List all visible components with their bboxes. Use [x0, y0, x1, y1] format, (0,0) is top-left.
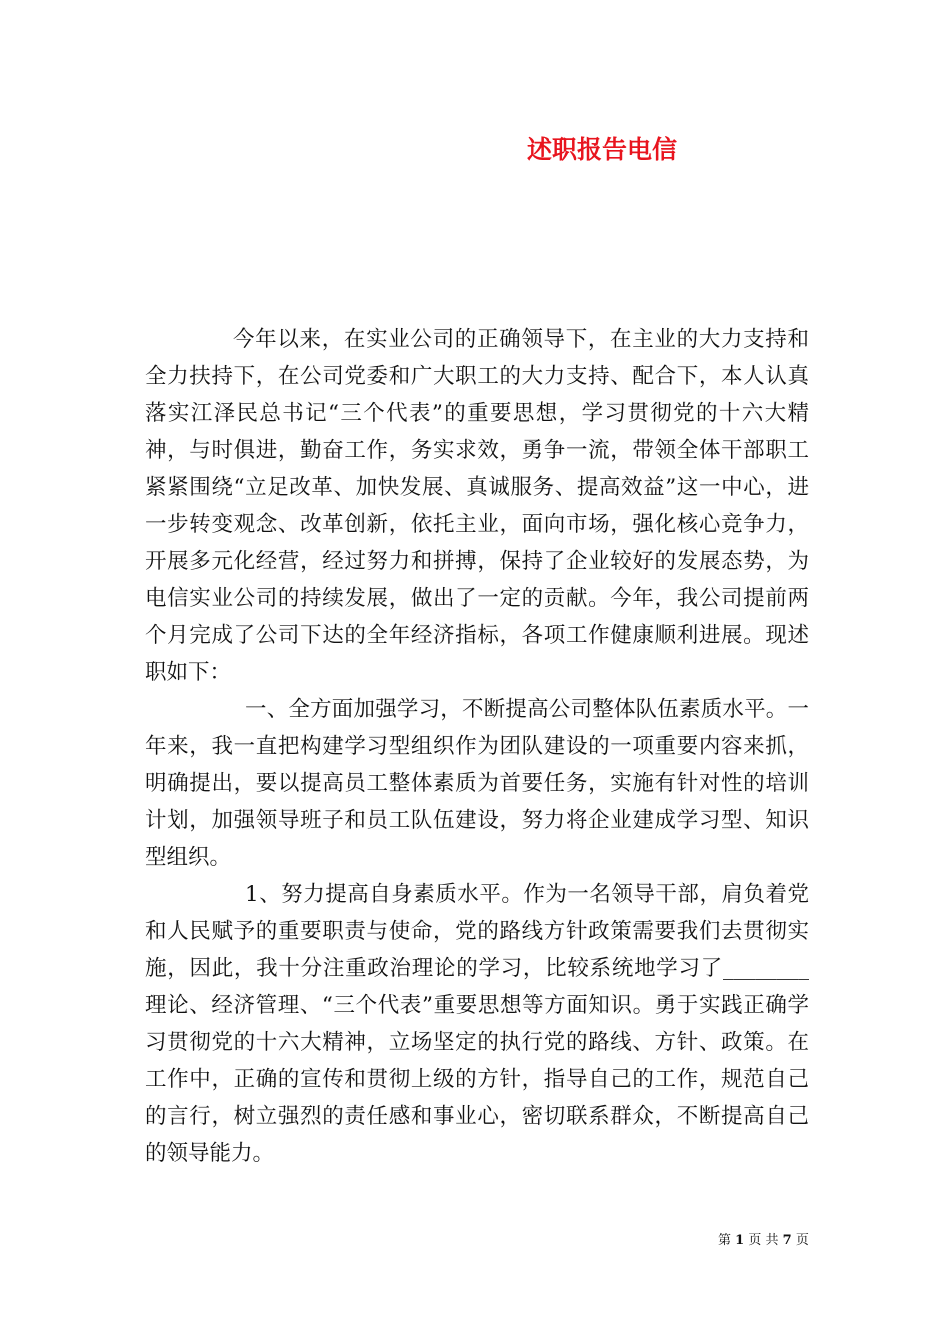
footer-prefix: 第 [718, 1233, 732, 1248]
document-body [145, 321, 809, 1172]
footer-suffix: 页 [795, 1233, 809, 1248]
footer-current-page: 1 [735, 1233, 745, 1248]
page-footer [718, 1232, 809, 1250]
paragraph-section-1: 一、全方面加强学习，不断提高公司整体队伍素质水平。一年来，我一直把构建学习型组织作为团队建设的一项重要内容来抓，明确提出，要以提高员工整体素质为首要任务，实施有针对性的培训计划，加强领导班子和员工队伍建设，努力将企业建成学习型、知识型组织。 [145, 697, 809, 870]
document-title: 述职报告电信 [527, 135, 678, 164]
footer-middle: 页 共 [748, 1233, 779, 1248]
footer-total-pages: 7 [782, 1233, 792, 1248]
paragraph-intro: 今年以来，在实业公司的正确领导下，在主业的大力支持和全力扶持下，在公司党委和广大职工的大力支持、配合下，本人认真落实江泽民总书记“三个代表”的重要思想，学习贯彻党的十六大精神，与时俱进，勤奋工作，务实求效，勇争一流，带领全体干部职工紧紧围绕“立足改革、加快发展、真诚服务、提高效益”这一中心，进一步转变观念、改革创新，依托主业，面向市场，强化核心竞争力，开展多元化经营，经过努力和拼搏，保持了企业较好的发展态势，为电信实业公司的持续发展，做出了一定的贡献。今年，我公司提前两个月完成了公司下达的全年经济指标，各项工作健康顺利进展。现述职如下： [145, 327, 809, 685]
paragraph-subsection-1: 1、努力提高自身素质水平。作为一名领导干部，肩负着党和人民赋予的重要职责与使命，党的路线方针政策需要我们去贯彻实施，因此，我十分注重政治理论的学习，比较系统地学习了________理论、经济管理、“三个代表”重要思想等方面知识。勇于实践正确学习贯彻党的十六大精神，立场坚定的执行党的路线、方针、政策。在工作中，正确的宣传和贯彻上级的方针，指导自己的工作，规范自己的言行，树立强烈的责任感和事业心，密切联系群众，不断提高自己的领导能力。 [145, 882, 809, 1166]
